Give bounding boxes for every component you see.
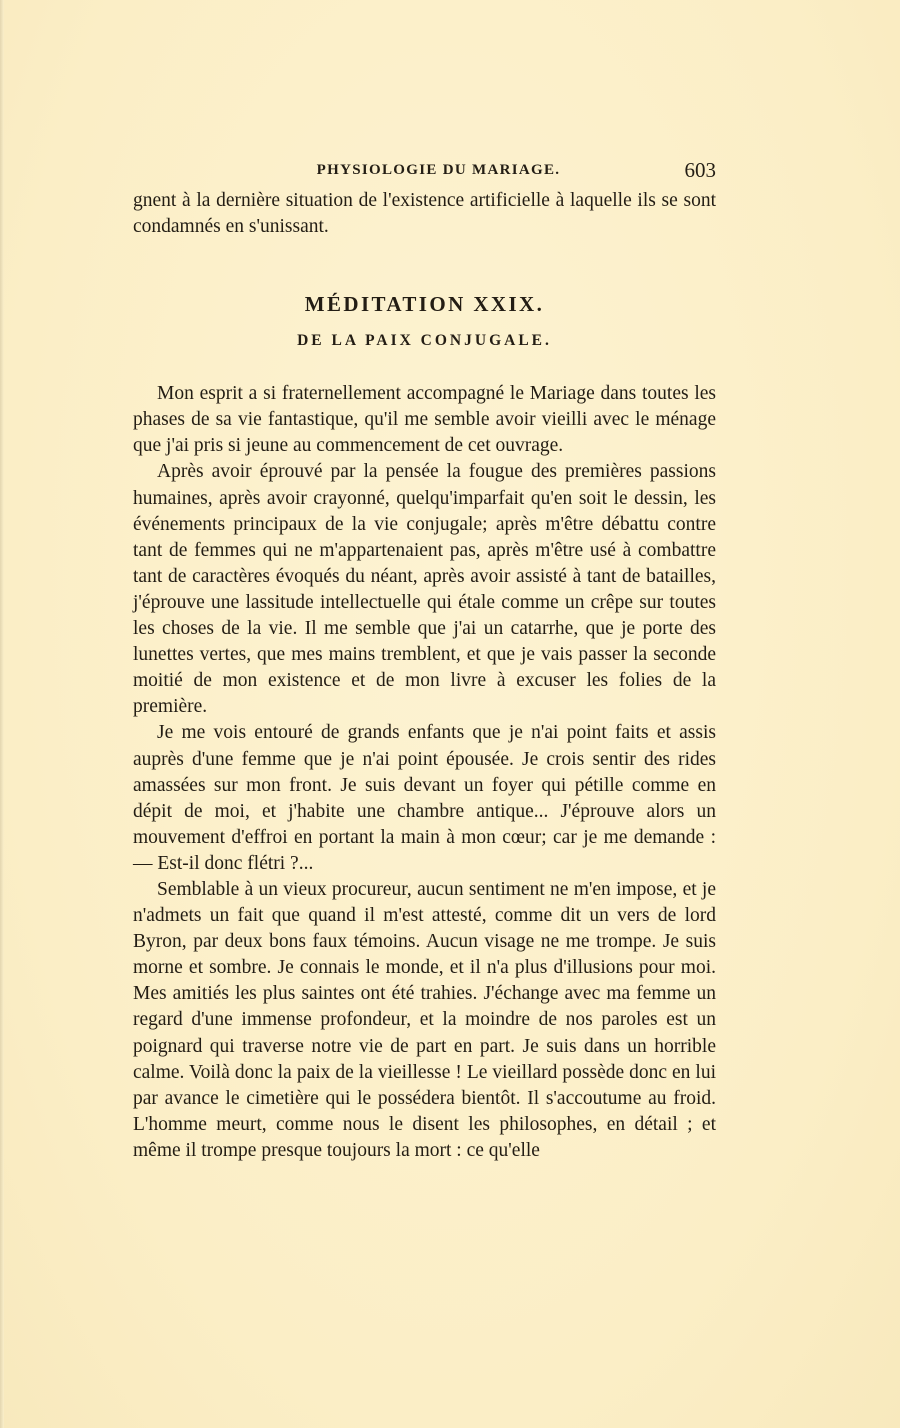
paragraph: Je me vois entouré de grands enfants que je n'ai point faits et assis auprès d'une femme que je n'ai point épousée. Je crois sentir des rides amassées sur mon front. Je suis devant un foyer qui pétille comme en dépit de moi, et j'habite une chambre antique... J'éprouve alors un mouvement d'effroi en portant la main à mon cœur; car je me demande : — Est-il donc flétri ?... <box>133 722 716 874</box>
chapter-subtitle: DE LA PAIX CONJUGALE. <box>297 332 552 350</box>
paragraph: Mon esprit a si fraternellement accompagné le Mariage dans toutes les phases de sa vie fantastique, qu'il me semble avoir vieilli avec le ménage que j'ai pris si jeune au commencement de cet ouvrage. <box>133 383 716 457</box>
book-page <box>133 158 716 1164</box>
running-head <box>133 158 716 188</box>
intro-paragraph: gnent à la dernière situation de l'existence artificielle à laquelle ils se sont condamnés en s'unissant. <box>133 190 716 238</box>
paragraph: Après avoir éprouvé par la pensée la fougue des premières passions humaines, après avoir crayonné, quelqu'imparfait qu'en soit le dessin, les événements principaux de la vie conjugale; après m'être débattu contre tant de femmes qui ne m'appartenaient pas, après m'être usé à combattre tant de caractères évoqués du néant, après avoir assisté à tant de batailles, j'éprouve une lassitude intellectuelle qui étale comme un crêpe sur toutes les choses de la vie. Il me semble que j'ai un catarrhe, que je porte des lunettes vertes, que mes mains tremblent, et que je vais passer la seconde moitié de mon existence et de mon livre à excuser les folies de la première. <box>133 461 716 718</box>
chapter-body <box>133 381 716 1164</box>
running-title: PHYSIOLOGIE DU MARIAGE. <box>316 162 561 178</box>
page-edge <box>0 0 4 1428</box>
chapter-title: MÉDITATION XXIX. <box>304 292 545 317</box>
page-number: 603 <box>684 158 716 182</box>
paragraph: Semblable à un vieux procureur, aucun sentiment ne m'en impose, et je n'admets un fait que quand il m'est attesté, comme dit un vers de lord Byron, par deux bons faux témoins. Aucun visage ne me trompe. Je suis morne et sombre. Je connais le monde, et il n'a plus d'illusions pour moi. Mes amitiés les plus saintes ont été trahies. J'échange avec ma femme un regard d'une immense profondeur, et la moindre de nos paroles est un poignard qui traverse notre vie de part en part. Je suis dans un horrible calme. Voilà donc la paix de la vieillesse ! Le vieillard possède donc en lui par avance le cimetière qui le possédera bientôt. Il s'accoutume au froid. L'homme meurt, comme nous le disent les philosophes, en détail ; et même il trompe presque toujours la mort : ce qu'elle <box>133 878 716 1161</box>
